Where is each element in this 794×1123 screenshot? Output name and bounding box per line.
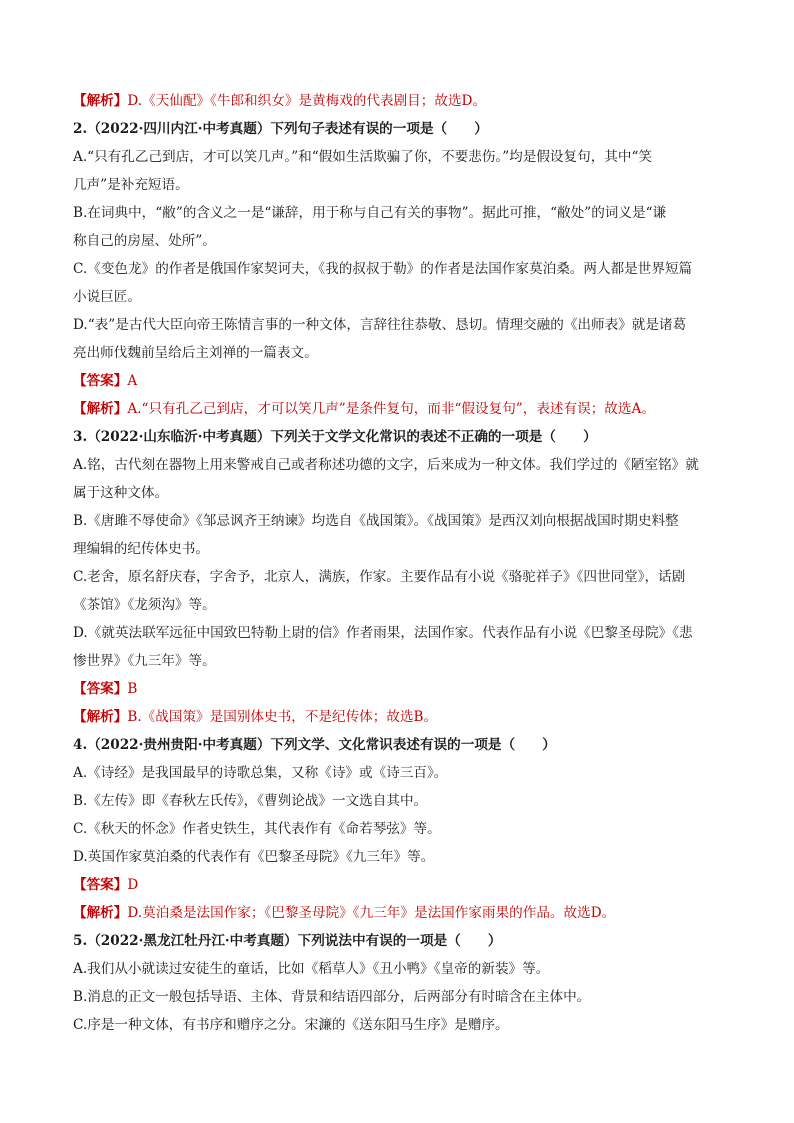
option-line: 小说巨匠。 bbox=[73, 289, 141, 305]
option-line: 惨世界》《九三年》等。 bbox=[73, 653, 216, 669]
option-line: C.序是一种文体，有书序和赠序之分。宋濂的《送东阳马生序》是赠序。 bbox=[73, 1017, 509, 1033]
option-line: 理编辑的纪传体史书。 bbox=[73, 541, 209, 557]
option-line: 属于这种文体。 bbox=[73, 485, 169, 501]
document-content bbox=[73, 93, 733, 1045]
answer-line bbox=[73, 681, 733, 698]
answer-option bbox=[73, 149, 733, 194]
question-stem bbox=[73, 933, 733, 950]
answer-option bbox=[73, 849, 733, 866]
answer-option bbox=[73, 513, 733, 558]
option-line: 称自己的房屋、处所”。 bbox=[73, 233, 216, 249]
explanation-text: A.“只有孔乙己到店，才可以笑几声”是条件复句，而非“假设复句”，表述有误；故选A。 bbox=[127, 401, 655, 417]
explanation-line bbox=[73, 905, 733, 922]
question-stem bbox=[73, 737, 733, 754]
answer-option bbox=[73, 821, 733, 838]
answer-option bbox=[73, 765, 733, 782]
option-line: B.在词典中，“敝”的含义之一是“谦辞，用于称与自己有关的事物”。据此可推，“敝处”的词义是“谦 bbox=[73, 205, 667, 221]
explanation-tag: 【解析】 bbox=[73, 401, 128, 417]
option-line: B.消息的正文一般包括导语、主体、背景和结语四部分，后两部分有时暗含在主体中。 bbox=[73, 989, 591, 1005]
explanation-tag: 【解析】 bbox=[73, 93, 128, 109]
question-text: 3.（2022·山东临沂·中考真题）下列关于文学文化常识的表述不正确的一项是（ ） bbox=[73, 429, 597, 445]
answer-option bbox=[73, 961, 733, 978]
option-line: A.《诗经》是我国最早的诗歌总集，又称《诗》或《诗三百》。 bbox=[73, 765, 448, 781]
answer-option bbox=[73, 261, 733, 306]
option-line: C.老舍，原名舒庆春，字舍予，北京人，满族，作家。主要作品有小说《骆驼祥子》《四世同堂》，话剧 bbox=[73, 569, 686, 585]
question-text: 4.（2022·贵州贵阳·中考真题）下列文学、文化常识表述有误的一项是（ ） bbox=[73, 737, 556, 753]
explanation-line bbox=[73, 709, 733, 726]
option-line: 几声”是补充短语。 bbox=[73, 177, 189, 193]
explanation-line bbox=[73, 93, 733, 110]
question-stem bbox=[73, 121, 733, 138]
option-line: A.“只有孔乙己到店，才可以笑几声。”和“假如生活欺骗了你，不要悲伤。”均是假设复句，其中“笑 bbox=[73, 149, 653, 165]
answer-line bbox=[73, 373, 733, 390]
answer-option bbox=[73, 205, 733, 250]
option-line: C.《变色龙》的作者是俄国作家契诃夫，《我的叔叔于勒》的作者是法国作家莫泊桑。两人都是世界短篇 bbox=[73, 261, 693, 277]
answer-tag: 【答案】 bbox=[73, 373, 128, 389]
answer-text: A bbox=[127, 373, 138, 389]
answer-option bbox=[73, 457, 733, 502]
answer-tag: 【答案】 bbox=[73, 877, 128, 893]
option-line: 亮出师伐魏前呈给后主刘禅的一篇表文。 bbox=[73, 345, 318, 361]
option-line: D.《就英法联军远征中国致巴特勒上尉的信》作者雨果，法国作家。代表作品有小说《巴黎圣母院》《悲 bbox=[73, 625, 693, 641]
question-text: 2.（2022·四川内江·中考真题）下列句子表述有误的一项是（ ） bbox=[73, 121, 488, 137]
answer-line bbox=[73, 877, 733, 894]
answer-text: D bbox=[127, 877, 139, 893]
answer-option bbox=[73, 317, 733, 362]
question-stem bbox=[73, 429, 733, 446]
option-line: D.“表”是古代大臣向帝王陈情言事的一种文体，言辞往往恭敬、恳切。情理交融的《出师表》就是诸葛 bbox=[73, 317, 687, 333]
answer-tag: 【答案】 bbox=[73, 681, 128, 697]
explanation-text: D.莫泊桑是法国作家；《巴黎圣母院》《九三年》是法国作家雨果的作品。故选D。 bbox=[127, 905, 616, 921]
answer-option bbox=[73, 989, 733, 1006]
explanation-text: D.《天仙配》《牛郎和织女》是黄梅戏的代表剧目；故选D。 bbox=[127, 93, 487, 109]
question-text: 5.（2022·黑龙江牡丹江·中考真题）下列说法中有误的一项是（ ） bbox=[73, 933, 502, 949]
option-line: D.英国作家莫泊桑的代表作有《巴黎圣母院》《九三年》等。 bbox=[73, 849, 435, 865]
answer-option bbox=[73, 625, 733, 670]
explanation-tag: 【解析】 bbox=[73, 905, 128, 921]
option-line: B.《唐雎不辱使命》《邹忌讽齐王纳谏》均选自《战国策》。《战国策》是西汉刘向根据战国时期史料整 bbox=[73, 513, 679, 529]
answer-text: B bbox=[127, 681, 138, 697]
answer-option bbox=[73, 793, 733, 810]
option-line: 《茶馆》《龙须沟》等。 bbox=[73, 597, 216, 613]
option-line: C.《秋天的怀念》作者史铁生，其代表作有《命若琴弦》等。 bbox=[73, 821, 441, 837]
option-line: B.《左传》即《春秋左氏传》，《曹刿论战》一文选自其中。 bbox=[73, 793, 428, 809]
answer-option bbox=[73, 1017, 733, 1034]
option-line: A.我们从小就读过安徒生的童话，比如《稻草人》《丑小鸭》《皇帝的新装》等。 bbox=[73, 961, 550, 977]
explanation-text: B.《战国策》是国别体史书，不是纪传体；故选B。 bbox=[127, 709, 438, 725]
explanation-line bbox=[73, 401, 733, 418]
answer-option bbox=[73, 569, 733, 614]
option-line: A.铭，古代刻在器物上用来警戒自己或者称述功德的文字，后来成为一种文体。我们学过的《陋室铭》就 bbox=[73, 457, 699, 473]
explanation-tag: 【解析】 bbox=[73, 709, 128, 725]
